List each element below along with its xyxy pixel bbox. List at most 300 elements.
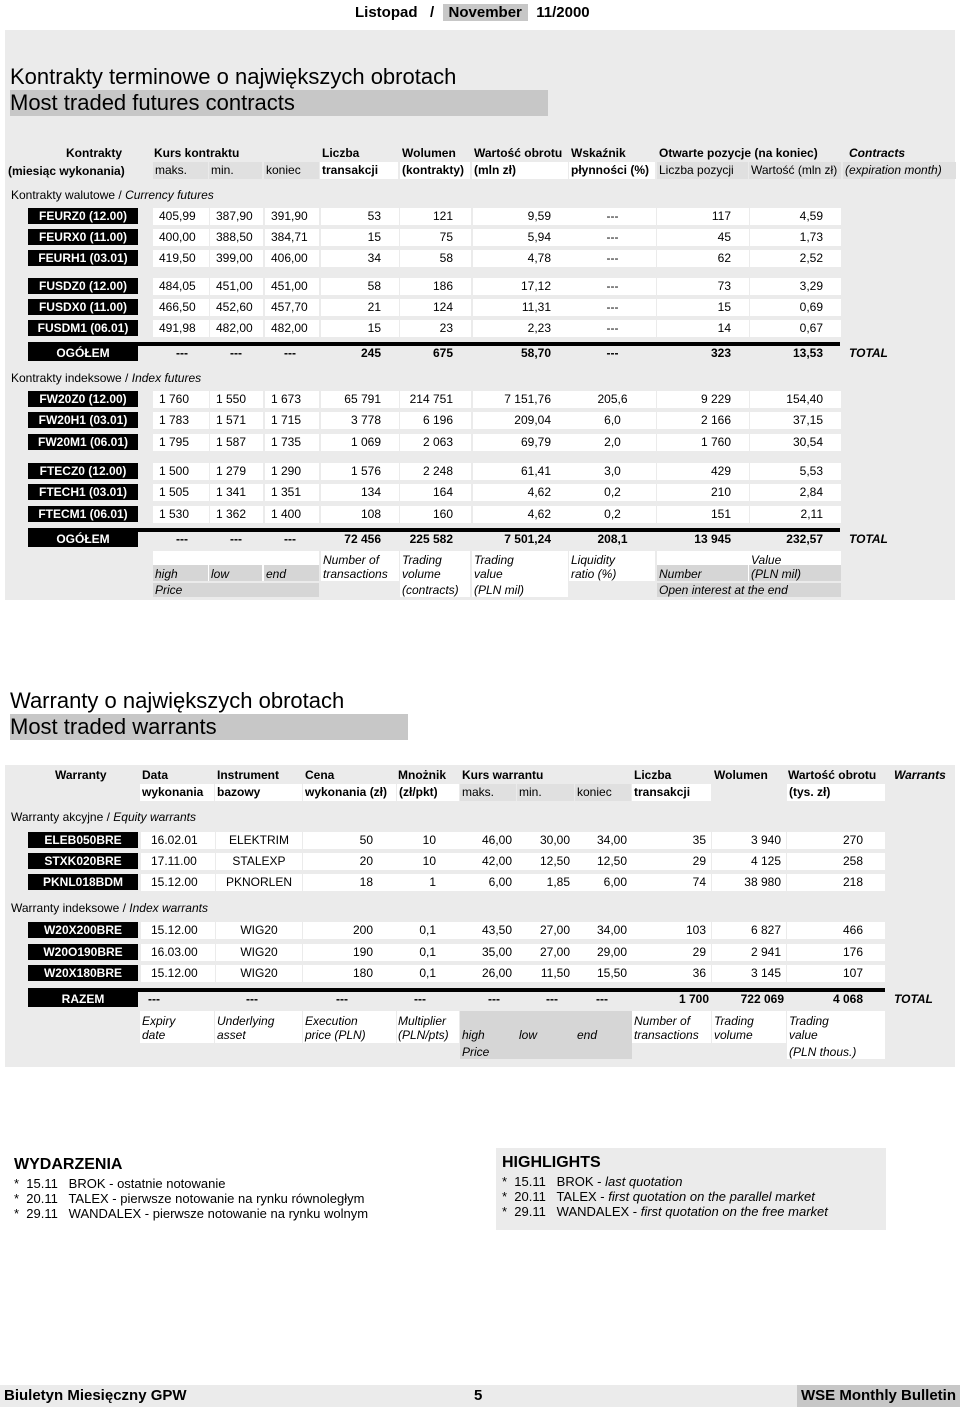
table-row — [0, 874, 890, 891]
table-cell: 429 — [657, 463, 749, 480]
table-cell: 30,54 — [750, 434, 841, 451]
contract-label: FUSDX0 (11.00) — [28, 299, 138, 315]
total-cell: --- — [230, 346, 242, 360]
total-cell: 13,53 — [792, 346, 823, 360]
table-cell: --- — [569, 250, 656, 267]
legend-number_of: Number of — [323, 553, 380, 567]
table-row — [0, 278, 845, 295]
table-row — [0, 922, 890, 939]
highlight-text: last quotation — [605, 1174, 683, 1189]
table-cell: 1 351 — [265, 484, 319, 501]
table-cell: 42,00 — [460, 853, 517, 870]
legend-number: Number — [659, 567, 702, 581]
warrant-label: STXK020BRE — [28, 853, 138, 869]
table-cell: 15 — [321, 229, 399, 246]
footer-left: Biuletyn Miesięczny GPW — [4, 1387, 187, 1404]
legend-plnmil2: (PLN mil) — [751, 567, 801, 581]
total-cell: 58,70 — [520, 346, 551, 360]
total-cell: 245 — [360, 346, 381, 360]
legend-price: Price — [153, 583, 319, 597]
legend-trading2: Trading — [474, 553, 514, 567]
table-cell: 160 — [400, 506, 471, 523]
events-box — [14, 1157, 368, 1221]
table-cell: 1 500 — [153, 463, 209, 480]
table-cell: 452,60 — [210, 299, 263, 316]
table-cell: 3,0 — [569, 463, 656, 480]
highlight-text: first quotation on the parallel market — [608, 1189, 815, 1204]
total-cell: --- — [284, 346, 296, 360]
table-cell: 2 248 — [400, 463, 471, 480]
col-header-otwarte: Otwarte pozycje (na koniec) — [659, 146, 818, 160]
table-row — [0, 506, 845, 523]
table-cell: 58 — [321, 278, 399, 295]
contract-label: FW20M1 (06.01) — [28, 434, 138, 450]
total-cell: --- — [336, 992, 348, 1006]
legend-ratio: ratio (%) — [571, 567, 617, 581]
total-cell: 232,57 — [786, 532, 823, 546]
contract-label: FUSDZ0 (12.00) — [28, 278, 138, 294]
total-cell: --- — [148, 992, 160, 1006]
futures-title-pl: Kontrakty terminowe o największych obrotach — [10, 64, 548, 90]
table-cell: 34,00 — [575, 832, 632, 849]
total-row — [0, 991, 960, 1008]
table-cell: 1,85 — [517, 874, 575, 891]
table-cell: 457,70 — [265, 299, 319, 316]
total-cell: 1 700 — [678, 992, 709, 1006]
table-cell: 124 — [400, 299, 471, 316]
table-cell: 2 941 — [712, 944, 786, 961]
table-cell: 29 — [632, 944, 711, 961]
event-item: * 29.11 WANDALEX - pierwsze notowanie na rynku wolnym — [14, 1206, 369, 1221]
table-row — [0, 434, 845, 451]
legend-asset: asset — [217, 1028, 246, 1042]
col-header-transakcji: transakcji — [320, 162, 398, 179]
table-cell: WIG20 — [216, 944, 302, 961]
table-cell: 406,00 — [265, 250, 319, 267]
table-cell: 15,50 — [575, 965, 632, 982]
page-header — [355, 4, 590, 21]
col-header-wolumen: Wolumen — [402, 146, 456, 160]
legend-price_pln: price (PLN) — [305, 1028, 366, 1042]
table-cell: 1 279 — [210, 463, 263, 480]
table-cell: 0,2 — [569, 484, 656, 501]
table-cell: 4,78 — [473, 250, 569, 267]
table-cell: 1 795 — [153, 434, 209, 451]
table-cell: 2,0 — [569, 434, 656, 451]
table-cell: 35 — [632, 832, 711, 849]
table-cell: --- — [569, 208, 656, 225]
legend-multiplier: Multiplier — [398, 1014, 447, 1028]
total-en: TOTAL — [849, 532, 888, 546]
total-cell: 7 501,24 — [504, 532, 551, 546]
col-header-transakcji: transakcji — [632, 784, 711, 801]
total-cell: --- — [596, 992, 608, 1006]
legend-date: date — [142, 1028, 166, 1042]
table-cell: 6,00 — [460, 874, 517, 891]
col-header-wartosc: Wartość obrotu — [474, 146, 563, 160]
legend-execution: Execution — [305, 1014, 358, 1028]
table-cell: 29,00 — [575, 944, 632, 961]
table-cell: 15.12.00 — [141, 874, 215, 891]
col-header-miesiac: (miesiąc wykonania) — [8, 164, 125, 178]
table-cell: 0,67 — [750, 320, 841, 337]
table-cell: 62 — [657, 250, 749, 267]
table-cell: 73 — [657, 278, 749, 295]
col-header-cena: Cena — [305, 768, 335, 782]
table-cell: 258 — [787, 853, 885, 870]
table-cell: 7 151,76 — [473, 391, 569, 408]
highlight-item — [502, 1174, 880, 1189]
table-cell: 35,00 — [460, 944, 517, 961]
table-row — [0, 250, 845, 267]
total-cell: 72 456 — [344, 532, 381, 546]
table-cell: 3 940 — [712, 832, 786, 849]
total-cell: --- — [176, 532, 188, 546]
contract-label: FUSDM1 (06.01) — [28, 320, 138, 336]
total-row — [0, 531, 960, 548]
table-row — [0, 484, 845, 501]
highlight-prefix: * 20.11 TALEX - — [502, 1189, 609, 1204]
table-cell: 53 — [321, 208, 399, 225]
table-cell: 190 — [303, 944, 397, 961]
table-cell: 103 — [632, 922, 711, 939]
col-header-liczba: Liczba — [634, 768, 672, 782]
highlights-title: HIGHLIGHTS — [502, 1154, 601, 1171]
legend-value: value — [789, 1028, 818, 1042]
table-row — [0, 391, 845, 408]
table-cell: 5,53 — [750, 463, 841, 480]
table-cell: 2,23 — [473, 320, 569, 337]
table-cell: 17,12 — [473, 278, 569, 295]
legend-trading2: Trading — [789, 1014, 829, 1028]
highlights-box — [496, 1148, 886, 1230]
table-cell: 4 125 — [712, 853, 786, 870]
table-row — [0, 853, 890, 870]
table-cell: 2 063 — [400, 434, 471, 451]
table-cell: 4,62 — [473, 506, 569, 523]
warrants-title-en: Most traded warrants — [10, 714, 408, 740]
table-cell: 270 — [787, 832, 885, 849]
event-item: * 20.11 TALEX - pierwsze notowanie na rynku równoległym — [14, 1191, 365, 1206]
col-header-instrument: Instrument — [217, 768, 280, 782]
section-label-pl: Warranty indeksowe / — [11, 901, 126, 915]
legend-plnthous: (PLN thous.) — [789, 1045, 857, 1059]
warrant-label: W20X200BRE — [28, 922, 138, 938]
legend-high: high — [155, 567, 178, 581]
total-cell: 722 069 — [740, 992, 784, 1006]
col-header-wartosc: Wartość obrotu — [788, 768, 877, 782]
table-cell: 121 — [400, 208, 471, 225]
table-cell: WIG20 — [216, 922, 302, 939]
table-cell: 75 — [400, 229, 471, 246]
table-cell: 210 — [657, 484, 749, 501]
col-header-kurs: Kurs kontraktu — [154, 146, 240, 160]
table-cell: 12,50 — [517, 853, 575, 870]
table-cell: 34 — [321, 250, 399, 267]
total-row — [0, 345, 960, 362]
col-header-mlnzl: (mln zł) — [472, 162, 568, 179]
col-header-liczba_poz: Liczba pozycji — [657, 162, 748, 179]
total-cell: 675 — [432, 346, 453, 360]
table-cell: 1 069 — [321, 434, 399, 451]
table-cell: 6 827 — [712, 922, 786, 939]
table-cell: 14 — [657, 320, 749, 337]
table-cell: 61,41 — [473, 463, 569, 480]
table-cell: 26,00 — [460, 965, 517, 982]
col-header-liczba: Liczba — [322, 146, 360, 160]
total-cell: 225 582 — [409, 532, 453, 546]
col-header-kurs: Kurs warrantu — [462, 768, 544, 782]
table-cell: 0,2 — [569, 506, 656, 523]
table-row — [0, 965, 890, 982]
table-cell: 482,00 — [265, 320, 319, 337]
table-cell: 10 — [397, 853, 460, 870]
table-cell: 1 341 — [210, 484, 263, 501]
total-en: TOTAL — [849, 346, 888, 360]
table-cell: 484,05 — [153, 278, 209, 295]
section-label-en: Currency futures — [125, 188, 214, 202]
legend-value2: Value — [751, 553, 782, 567]
total-cell: 13 945 — [694, 532, 731, 546]
table-cell: 1 530 — [153, 506, 209, 523]
col-header-contracts: Contracts — [849, 146, 906, 160]
header-issue: 11/2000 — [536, 4, 590, 21]
table-cell: 15 — [657, 299, 749, 316]
table-cell: 20 — [303, 853, 397, 870]
table-cell: 399,00 — [210, 250, 263, 267]
total-cell: --- — [488, 992, 500, 1006]
legend-trading: Trading — [402, 553, 442, 567]
table-cell: 0,1 — [397, 965, 460, 982]
table-cell: 16.03.00 — [141, 944, 215, 961]
table-cell: 27,00 — [517, 922, 575, 939]
total-cell: --- — [246, 992, 258, 1006]
legend-value: value — [474, 567, 503, 581]
table-cell: 29 — [632, 853, 711, 870]
col-header-wskaznik: Wskaźnik — [571, 146, 626, 160]
table-cell: 2,11 — [750, 506, 841, 523]
col-header-kontrakty: Kontrakty — [66, 146, 123, 160]
table-cell: 15.12.00 — [141, 965, 215, 982]
table-cell: 10 — [397, 832, 460, 849]
event-item: * 15.11 BROK - ostatnie notowanie — [14, 1176, 226, 1191]
col-header-data: Data — [142, 768, 169, 782]
table-cell: 384,71 — [265, 229, 319, 246]
highlight-prefix: * 15.11 BROK - — [502, 1174, 606, 1189]
section-label-pl: Warranty akcyjne / — [11, 810, 110, 824]
contract-label: FTECZ0 (12.00) — [28, 463, 138, 479]
table-cell: 74 — [632, 874, 711, 891]
table-cell: 134 — [321, 484, 399, 501]
table-cell: 0,69 — [750, 299, 841, 316]
table-cell: 1 505 — [153, 484, 209, 501]
table-cell: 1 760 — [657, 434, 749, 451]
col-header-min: min. — [517, 784, 574, 801]
table-cell: 200 — [303, 922, 397, 939]
table-cell: 15 — [321, 320, 399, 337]
total-label: OGÓŁEM — [28, 531, 138, 547]
col-header-plynnosci: płynności (%) — [569, 162, 655, 179]
total-label: OGÓŁEM — [28, 345, 138, 361]
legend-price: Price — [462, 1045, 490, 1059]
table-cell: 17.11.00 — [141, 853, 215, 870]
table-cell: 45 — [657, 229, 749, 246]
table-row — [0, 320, 845, 337]
col-header-wykonania: wykonania — [140, 784, 214, 801]
warrants-title-pl: Warranty o największych obrotach — [10, 688, 408, 714]
table-cell: 154,40 — [750, 391, 841, 408]
table-cell: 451,00 — [265, 278, 319, 295]
table-cell: 6,00 — [575, 874, 632, 891]
table-cell: 1 290 — [265, 463, 319, 480]
total-cell: --- — [546, 992, 558, 1006]
legend-transactions: transactions — [634, 1028, 699, 1042]
total-cell: --- — [284, 532, 296, 546]
table-cell: 1 550 — [210, 391, 263, 408]
highlight-item — [502, 1189, 880, 1204]
table-cell: 1 400 — [265, 506, 319, 523]
legend-transactions: transactions — [323, 567, 388, 581]
table-cell: 1 735 — [265, 434, 319, 451]
table-cell: 46,00 — [460, 832, 517, 849]
col-header-wolumen: Wolumen — [714, 768, 768, 782]
legend-contracts: (contracts) — [402, 583, 459, 597]
table-cell: ELEKTRIM — [216, 832, 302, 849]
table-cell: STALEXP — [216, 853, 302, 870]
table-cell: 21 — [321, 299, 399, 316]
warrant-label: ELEB050BRE — [28, 832, 138, 848]
table-cell: 38 980 — [712, 874, 786, 891]
table-cell: 65 791 — [321, 391, 399, 408]
total-cell: --- — [230, 532, 242, 546]
col-header-koniec: koniec — [264, 162, 319, 179]
table-cell: --- — [569, 278, 656, 295]
contract-label: FEURX0 (11.00) — [28, 229, 138, 245]
table-cell: --- — [569, 229, 656, 246]
page-footer — [0, 1385, 960, 1407]
legend-underlying: Underlying — [217, 1014, 275, 1028]
table-cell: 108 — [321, 506, 399, 523]
table-cell: 18 — [303, 874, 397, 891]
legend-volume: volume — [402, 567, 441, 581]
contract-label: FEURH1 (03.01) — [28, 250, 138, 266]
legend-low: low — [211, 567, 230, 581]
highlight-item — [502, 1204, 880, 1219]
contract-label: FW20Z0 (12.00) — [28, 391, 138, 407]
section-label-en: Index futures — [131, 371, 202, 385]
legend-plnmil: (PLN mil) — [474, 583, 524, 597]
total-en: TOTAL — [894, 992, 933, 1006]
warrant-label: W20O190BRE — [28, 944, 138, 960]
table-cell: 15.12.00 — [141, 922, 215, 939]
legend-number_of: Number of — [634, 1014, 691, 1028]
col-header-kontrakty_v: (kontrakty) — [400, 162, 470, 179]
total-cell: 323 — [710, 346, 731, 360]
section-header-section_index — [5, 900, 215, 916]
table-cell: 69,79 — [473, 434, 569, 451]
table-cell: 4,59 — [750, 208, 841, 225]
table-cell: 176 — [787, 944, 885, 961]
table-row — [0, 299, 845, 316]
table-cell: 11,31 — [473, 299, 569, 316]
total-cell: --- — [176, 346, 188, 360]
legend-volume: volume — [714, 1028, 753, 1042]
events-title: WYDARZENIA — [14, 1156, 123, 1173]
footer-right: WSE Monthly Bulletin — [797, 1385, 960, 1407]
table-cell: 9 229 — [657, 391, 749, 408]
section-label-pl: Kontrakty indeksowe / — [11, 371, 129, 385]
table-cell: 1 571 — [210, 412, 263, 429]
legend-expiry: Expiry — [142, 1014, 176, 1028]
legend-trading: Trading — [714, 1014, 754, 1028]
table-cell: 23 — [400, 320, 471, 337]
legend-low: low — [519, 1028, 538, 1042]
table-cell: 491,98 — [153, 320, 209, 337]
table-cell: 4,62 — [473, 484, 569, 501]
section-header-section_equity — [5, 809, 215, 825]
table-cell: 387,90 — [210, 208, 263, 225]
table-cell: 1 — [397, 874, 460, 891]
table-cell: 214 751 — [400, 391, 471, 408]
header-slash: / — [430, 4, 435, 21]
table-cell: 180 — [303, 965, 397, 982]
warrants-title — [10, 688, 408, 740]
table-cell: 164 — [400, 484, 471, 501]
col-header-koniec: koniec — [575, 784, 631, 801]
total-label: RAZEM — [28, 991, 138, 1007]
table-cell: PKNORLEN — [216, 874, 302, 891]
legend-end: end — [577, 1028, 598, 1042]
table-cell: 2 166 — [657, 412, 749, 429]
table-cell: 391,90 — [265, 208, 319, 225]
col-header-mnoznik: Mnożnik — [398, 768, 446, 782]
col-header-warrants: Warrants — [894, 768, 946, 782]
col-header-wykonania_zl: wykonania (zł) — [303, 784, 396, 801]
table-cell: --- — [569, 299, 656, 316]
legend-liquidity: Liquidity — [571, 553, 616, 567]
col-header-tyszl: (tys. zł) — [787, 784, 885, 801]
table-cell: 12,50 — [575, 853, 632, 870]
table-cell: 30,00 — [517, 832, 575, 849]
table-cell: 0,1 — [397, 944, 460, 961]
table-row — [0, 832, 890, 849]
table-row — [0, 463, 845, 480]
contract-label: FTECM1 (06.01) — [28, 506, 138, 522]
table-cell: 34,00 — [575, 922, 632, 939]
total-cell: 208,1 — [597, 532, 628, 546]
col-header-maks: maks. — [153, 162, 208, 179]
table-cell: 1 760 — [153, 391, 209, 408]
table-cell: 27,00 — [517, 944, 575, 961]
col-header-bazowy: bazowy — [215, 784, 302, 801]
futures-title — [10, 64, 548, 116]
table-cell: 3 778 — [321, 412, 399, 429]
contract-label: FTECH1 (03.01) — [28, 484, 138, 500]
table-cell: 1 673 — [265, 391, 319, 408]
table-cell: 6,0 — [569, 412, 656, 429]
futures-title-en: Most traded futures contracts — [10, 90, 548, 116]
col-header-zlpkt: (zł/pkt) — [397, 784, 459, 801]
table-row — [0, 208, 845, 225]
table-cell: 218 — [787, 874, 885, 891]
col-header-warranty: Warranty — [55, 768, 107, 782]
table-cell: 466,50 — [153, 299, 209, 316]
table-cell: 205,6 — [569, 391, 656, 408]
table-cell: 186 — [400, 278, 471, 295]
table-cell: 5,94 — [473, 229, 569, 246]
table-cell: 107 — [787, 965, 885, 982]
table-cell: 6 196 — [400, 412, 471, 429]
